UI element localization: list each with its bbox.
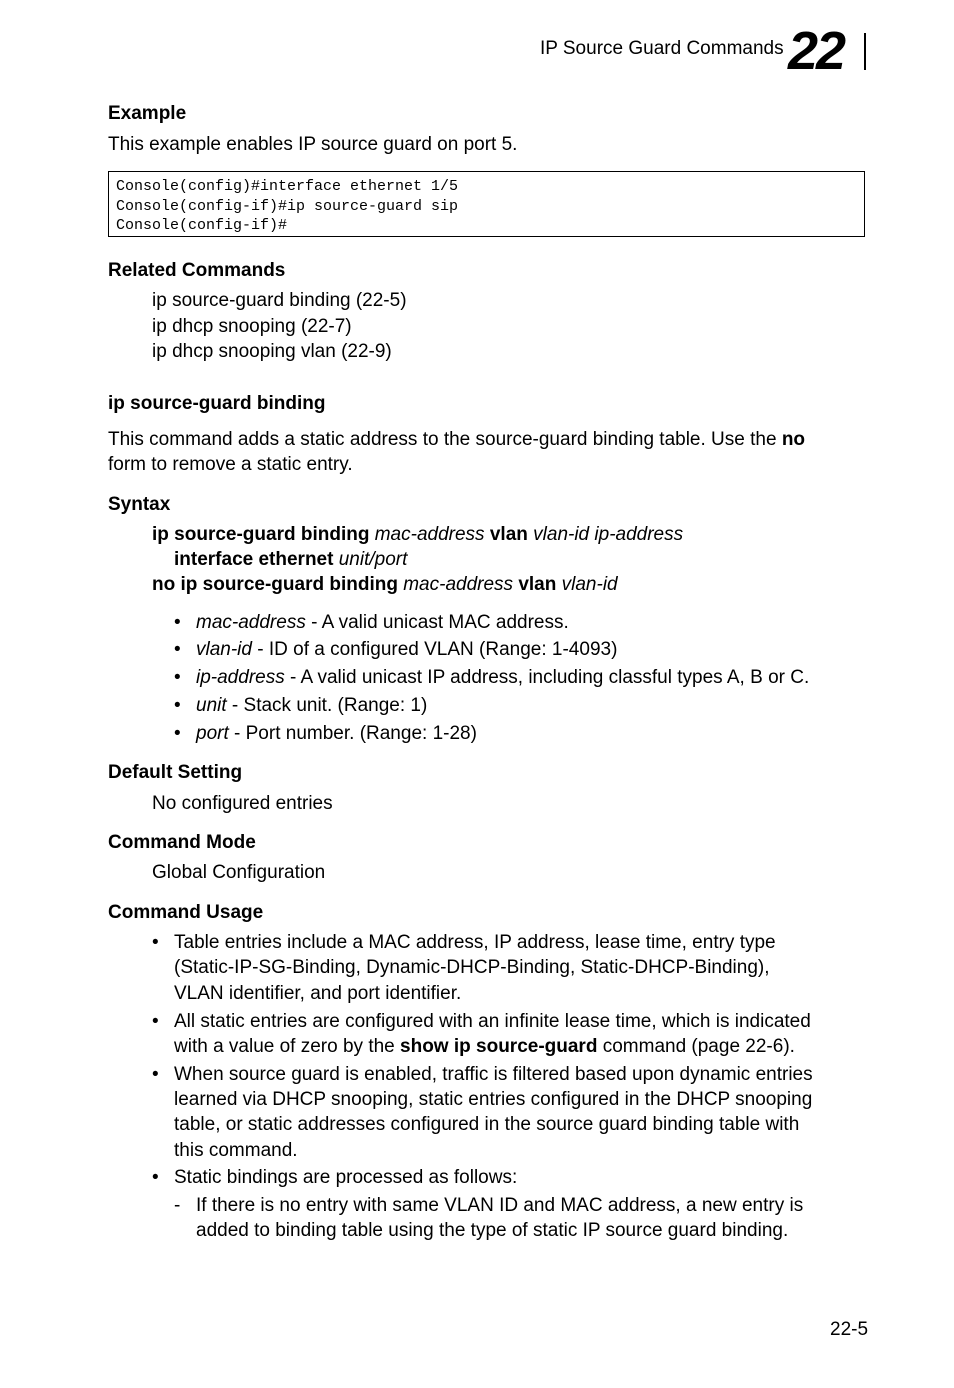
param-item: port - Port number. (Range: 1-28): [196, 723, 477, 744]
syntax-line3: no ip source-guard binding mac-address vlan vlan-id: [152, 574, 618, 595]
example-heading: Example: [108, 103, 187, 124]
param-bullet: •: [174, 723, 181, 744]
command-desc-line2: form to remove a static entry.: [108, 454, 353, 475]
mode-heading: Command Mode: [108, 832, 256, 853]
param-item: mac-address - A valid unicast MAC address.: [196, 612, 569, 633]
mode-text: Global Configuration: [152, 862, 326, 883]
usage-heading: Command Usage: [108, 902, 264, 923]
usage-b4-line: Static bindings are processed as follows:: [174, 1167, 518, 1188]
page-number: 22-5: [830, 1319, 869, 1340]
command-desc-line1: This command adds a static address to the source-guard binding table. Use the no: [108, 429, 806, 450]
usage-bullet: •: [152, 1011, 159, 1032]
param-item: vlan-id - ID of a configured VLAN (Range: 1-4093): [196, 639, 618, 660]
no-keyword: no: [781, 429, 806, 450]
default-text: No configured entries: [152, 793, 333, 814]
chapter-title: IP Source Guard Commands: [540, 38, 784, 59]
usage-b3-line: this command.: [174, 1140, 298, 1161]
related-item[interactable]: ip source-guard binding (22-5): [152, 290, 407, 311]
related-heading: Related Commands: [108, 260, 286, 281]
code-line: Console(config-if)#: [116, 217, 288, 234]
usage-dash: -: [174, 1195, 181, 1216]
usage-sub-line: If there is no entry with same VLAN ID and MAC address, a new entry is: [196, 1195, 804, 1216]
param-item: ip-address - A valid unicast IP address, including classful types A, B or C.: [196, 667, 810, 688]
related-item[interactable]: ip dhcp snooping vlan (22-9): [152, 341, 392, 362]
param-bullet: •: [174, 612, 181, 633]
param-bullet: •: [174, 667, 181, 688]
chapter-divider: [864, 33, 866, 70]
syntax-heading: Syntax: [108, 494, 171, 515]
usage-b3-line: When source guard is enabled, traffic is filtered based upon dynamic entries: [174, 1064, 813, 1085]
chapter-number: 22: [788, 21, 845, 81]
usage-b1-line: VLAN identifier, and port identifier.: [174, 983, 462, 1004]
usage-b2-line: with a value of zero by the show ip source-guard command (page 22-6).: [174, 1036, 795, 1057]
usage-bullet: •: [152, 1064, 159, 1085]
param-bullet: •: [174, 639, 181, 660]
param-item: unit - Stack unit. (Range: 1): [196, 695, 428, 716]
usage-b3-line: table, or static addresses configured in the source guard binding table with: [174, 1114, 800, 1135]
related-item[interactable]: ip dhcp snooping (22-7): [152, 316, 352, 337]
usage-bullet: •: [152, 932, 159, 953]
command-title: ip source-guard binding: [108, 393, 326, 414]
usage-bullet: •: [152, 1167, 159, 1188]
syntax-line1: ip source-guard binding mac-address vlan vlan-id ip-address: [152, 524, 684, 545]
default-heading: Default Setting: [108, 762, 243, 783]
syntax-line2: interface ethernet unit/port: [174, 549, 408, 570]
usage-b1-line: Table entries include a MAC address, IP address, lease time, entry type: [174, 932, 776, 953]
code-block: [108, 171, 865, 237]
code-line: Console(config)#interface ethernet 1/5: [116, 178, 459, 195]
example-text: This example enables IP source guard on port 5.: [108, 134, 518, 155]
usage-b1-line: (Static-IP-SG-Binding, Dynamic-DHCP-Binding, Static-DHCP-Binding),: [174, 957, 770, 978]
usage-sub-line: added to binding table using the type of static IP source guard binding.: [196, 1220, 789, 1241]
usage-b3-line: learned via DHCP snooping, static entries configured in the DHCP snooping: [174, 1089, 813, 1110]
show-command: show ip source-guard: [400, 1036, 598, 1057]
code-line: Console(config-if)#ip source-guard sip: [116, 197, 459, 215]
param-bullet: •: [174, 695, 181, 716]
usage-b2-line: All static entries are configured with an infinite lease time, which is indicated: [174, 1011, 811, 1032]
